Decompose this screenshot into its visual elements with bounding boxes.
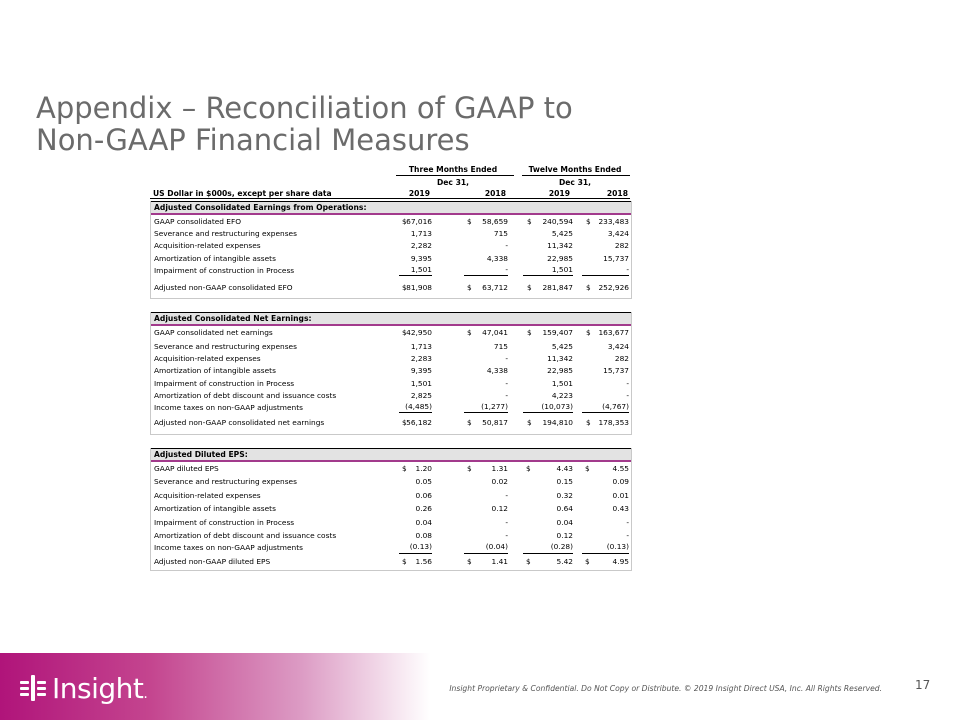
cell-value: 81,908 [406,282,432,292]
table-row [151,327,631,339]
table-row [151,365,631,377]
cell-value: 1,501 [410,378,432,388]
cell-value: 281,847 [542,282,573,292]
cell-value: 1,501 [399,265,432,277]
table-total-row [151,556,631,568]
row-label: Acquisition-related expenses [154,241,261,251]
row-label: Adjusted non-GAAP consolidated EFO [154,282,293,292]
currency-symbol: $ [402,556,407,566]
cell-value: 4,223 [551,390,573,400]
row-label: Income taxes on non-GAAP adjustments [154,402,303,412]
cell-value: 282 [614,354,629,364]
row-label: Severance and restructuring expenses [154,229,297,239]
currency-symbol: $ [467,464,472,473]
currency-symbol: $ [527,328,532,337]
row-label: Amortization of debt discount and issuance costs [154,531,337,541]
currency-symbol: $ [585,556,590,566]
table-row [151,265,631,277]
header-rule [150,198,630,199]
cell-value: 1.20 [415,464,432,473]
table-row [151,463,631,475]
currency-symbol: $ [527,217,532,226]
cell-value: - [626,390,629,400]
cell-value: (0.13) [399,542,432,554]
cell-value: 47,041 [482,328,508,337]
table-row [151,353,631,365]
row-label: Adjusted non-GAAP consolidated net earnings [154,418,325,428]
currency-symbol: $ [402,282,407,292]
cell-value: 0.08 [415,531,432,541]
cell-value: 252,926 [598,282,629,292]
year-col-2: 2018 [484,189,506,198]
header-three-months-label: Three Months Ended [408,165,498,174]
cell-value: 159,407 [542,328,573,337]
legal-notice: Insight Proprietary & Confidential. Do Not Copy or Distribute. © 2019 Insight Direct USA, Inc. All Rights Reserved. [449,684,882,693]
cell-value: 0.32 [556,490,573,500]
section-net-earnings [150,312,632,435]
header-twelve-months-date: Dec 31, [558,178,592,187]
cell-value: 4.43 [556,464,573,473]
cell-value: 4.55 [612,464,629,473]
cell-value: 0.26 [415,504,432,514]
cell-value: 5,425 [551,229,573,239]
currency-symbol: $ [467,328,472,337]
cell-value: 42,950 [406,328,432,337]
currency-symbol: $ [526,464,531,473]
cell-value: 2,825 [410,390,432,400]
cell-value: 9,395 [410,366,432,376]
cell-value: 3,424 [607,342,629,352]
row-label: Impairment of construction in Process [154,378,295,388]
table-row [151,390,631,402]
table-row [151,378,631,390]
header-divider [396,175,514,176]
currency-symbol: $ [586,328,591,337]
cell-value: 15,737 [603,253,629,263]
table-row [151,517,631,529]
cell-value: 22,985 [547,366,573,376]
row-label: GAAP consolidated EFO [154,217,242,226]
section-heading: Adjusted Consolidated Earnings from Operations: [151,201,631,215]
year-col-1: 2019 [408,189,430,198]
currency-symbol: $ [527,282,532,292]
row-label: Acquisition-related expenses [154,490,261,500]
cell-value: - [626,378,629,388]
table-row [151,253,631,265]
insight-logo-icon [20,675,46,701]
cell-value: 4,338 [486,366,508,376]
row-label: Acquisition-related expenses [154,354,261,364]
cell-value: 0.09 [612,477,629,487]
cell-value: 11,342 [547,354,573,364]
row-label: Severance and restructuring expenses [154,477,297,487]
cell-value: 0.15 [556,477,573,487]
currency-symbol: $ [467,418,472,428]
cell-value: 67,016 [406,217,432,226]
slide-title-line-2: Non-GAAP Financial Measures [36,123,470,157]
cell-value: (0.28) [523,542,573,554]
currency-symbol: $ [586,282,591,292]
row-label: Adjusted non-GAAP diluted EPS [154,556,271,566]
table-row [151,530,631,542]
year-col-3: 2019 [548,189,570,198]
currency-symbol: $ [467,282,472,292]
header-three-months-date: Dec 31, [436,178,470,187]
cell-value: 194,810 [542,418,573,428]
cell-value: - [505,490,508,500]
currency-symbol: $ [467,556,472,566]
year-col-4: 2018 [606,189,628,198]
unit-label: US Dollar in $000s, except per share data [153,189,332,198]
cell-value: 1.41 [491,556,508,566]
table-row [151,490,631,502]
section-diluted-eps [150,448,632,571]
cell-value: 240,594 [542,217,573,226]
cell-value: 2,283 [410,354,432,364]
header-divider [522,175,630,176]
slide-title-line-1: Appendix – Reconciliation of GAAP to [36,91,573,125]
cell-value: (0.13) [582,542,629,554]
table-total-row [151,417,631,429]
currency-symbol: $ [402,418,407,428]
cell-value: 63,712 [482,282,508,292]
cell-value: 1,501 [523,265,573,277]
row-label: Amortization of intangible assets [154,504,276,514]
cell-value: 0.43 [612,504,629,514]
currency-symbol: $ [402,328,407,337]
cell-value: - [505,531,508,541]
cell-value: - [582,265,629,277]
table-header [150,163,630,199]
cell-value: - [626,517,629,527]
row-label: Severance and restructuring expenses [154,342,297,352]
row-label: Amortization of debt discount and issuance costs [154,390,337,400]
cell-value: (0.04) [464,542,508,554]
cell-value: 0.64 [556,504,573,514]
cell-value: 0.04 [415,517,432,527]
section-rows [151,216,631,294]
cell-value: 11,342 [547,241,573,251]
cell-value: (4,485) [399,402,432,414]
cell-value: 1.56 [415,556,432,566]
cell-value: 3,424 [607,229,629,239]
cell-value: (1,277) [464,402,508,414]
cell-value: 178,353 [598,418,629,428]
cell-value: - [505,390,508,400]
cell-value: 4,338 [486,253,508,263]
cell-value: 715 [493,342,508,352]
row-label: Impairment of construction in Process [154,265,295,275]
insight-logo-text: Insight. [52,671,148,705]
currency-symbol: $ [586,217,591,226]
cell-value: 9,395 [410,253,432,263]
table-row [151,542,631,554]
cell-value: 1,501 [551,378,573,388]
page-number: 17 [915,678,931,692]
slide-title [36,92,676,156]
table-row [151,216,631,228]
cell-value: (10,073) [523,402,573,414]
section-rows [151,327,631,429]
cell-value: - [505,354,508,364]
table-row [151,240,631,252]
table-row [151,228,631,240]
row-label: GAAP diluted EPS [154,464,219,473]
table-row [151,476,631,488]
table-row [151,503,631,515]
row-label: Impairment of construction in Process [154,517,295,527]
currency-symbol: $ [586,418,591,428]
cell-value: 0.12 [491,504,508,514]
cell-value: 0.04 [556,517,573,527]
cell-value: 0.02 [491,477,508,487]
cell-value: 1.31 [491,464,508,473]
cell-value: (4,767) [582,402,629,414]
currency-symbol: $ [402,217,407,226]
section-heading: Adjusted Diluted EPS: [151,448,631,462]
cell-value: 5.42 [556,556,573,566]
cell-value: - [464,265,508,277]
currency-symbol: $ [527,418,532,428]
cell-value: 0.12 [556,531,573,541]
cell-value: 0.05 [415,477,432,487]
cell-value: - [626,531,629,541]
cell-value: 715 [493,229,508,239]
section-rows [151,463,631,568]
row-label: Amortization of intangible assets [154,366,276,376]
row-label: Amortization of intangible assets [154,253,276,263]
insight-logo [20,671,147,705]
header-three-months [393,165,513,174]
header-twelve-months [520,165,630,174]
currency-symbol: $ [467,217,472,226]
cell-value: 15,737 [603,366,629,376]
cell-value: 1,713 [410,229,432,239]
cell-value: 1,713 [410,342,432,352]
cell-value: 2,282 [410,241,432,251]
cell-value: 56,182 [406,418,432,428]
cell-value: 282 [614,241,629,251]
cell-value: 0.01 [612,490,629,500]
section-heading: Adjusted Consolidated Net Earnings: [151,312,631,326]
table-total-row [151,282,631,294]
cell-value: 58,659 [482,217,508,226]
currency-symbol: $ [585,464,590,473]
header-twelve-months-label: Twelve Months Ended [528,165,622,174]
table-row [151,341,631,353]
cell-value: - [505,241,508,251]
section-efo [150,201,632,299]
cell-value: 22,985 [547,253,573,263]
currency-symbol: $ [526,556,531,566]
cell-value: 5,425 [551,342,573,352]
cell-value: - [505,517,508,527]
row-label: GAAP consolidated net earnings [154,328,273,337]
cell-value: 50,817 [482,418,508,428]
cell-value: 163,677 [598,328,629,337]
cell-value: 0.06 [415,490,432,500]
cell-value: 4.95 [612,556,629,566]
table-row [151,402,631,414]
row-label: Income taxes on non-GAAP adjustments [154,543,303,553]
cell-value: - [505,378,508,388]
currency-symbol: $ [402,464,407,473]
cell-value: 233,483 [598,217,629,226]
